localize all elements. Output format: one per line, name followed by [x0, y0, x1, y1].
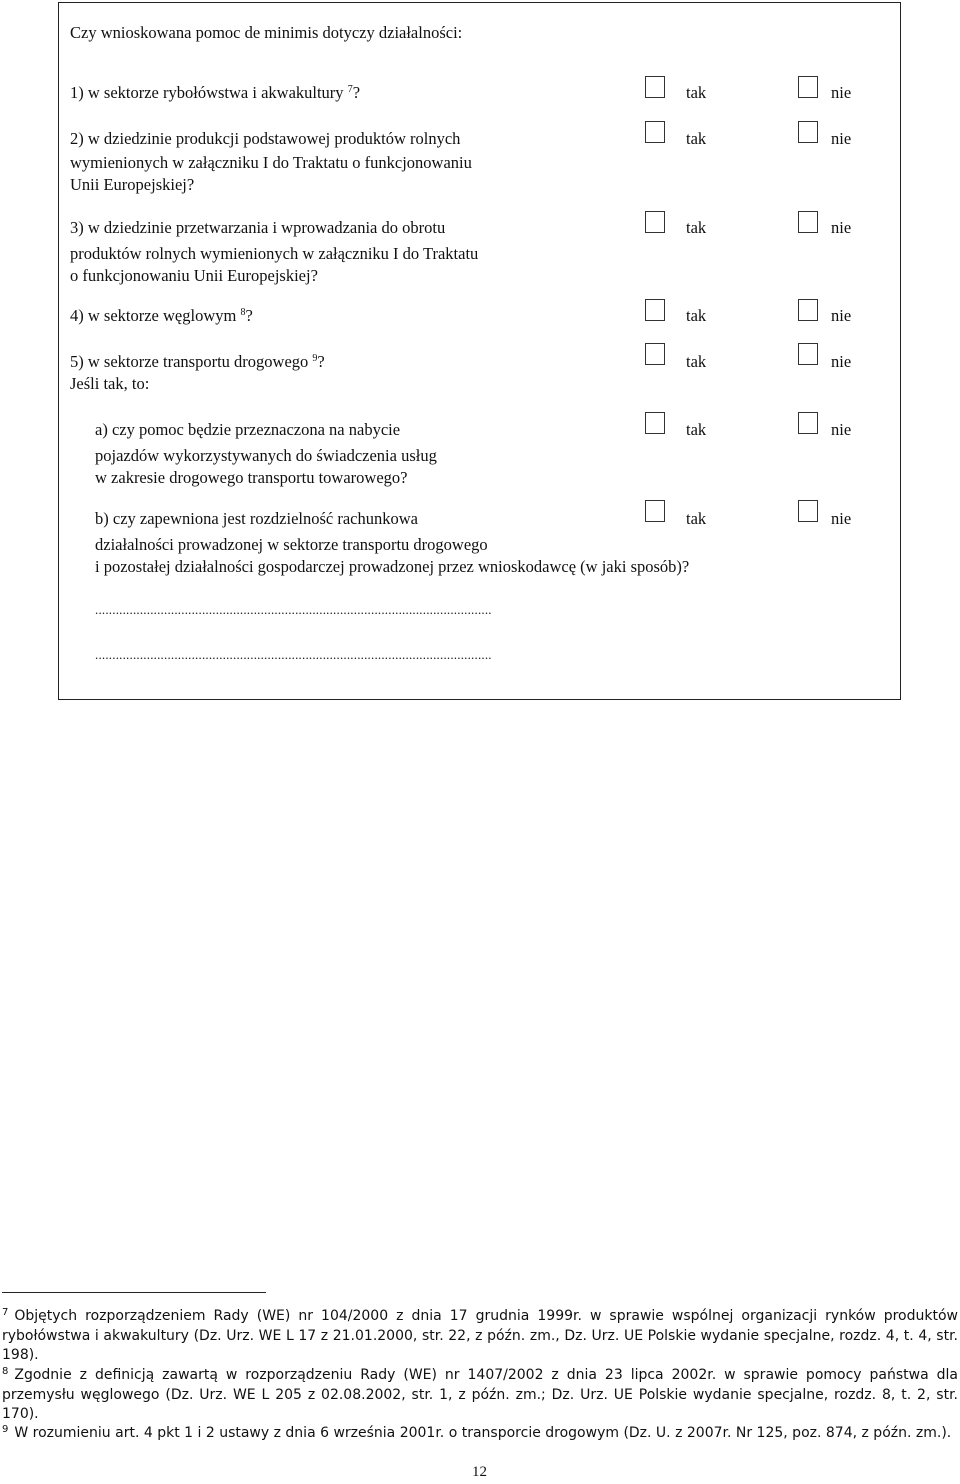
question-5: 5) w sektorze transportu drogowego $^9$? — [70, 352, 325, 371]
q1-no-label: nie — [831, 83, 852, 102]
question-2-line2: wymienionych w załączniku I do Traktatu o funkcjonowaniu — [70, 153, 472, 172]
question-5b-line3: i pozostałej działalności gospodarczej prowadzonej przez wnioskodawcę (w jaki sposób)? — [95, 557, 690, 576]
form-heading: Czy wnioskowana pomoc de minimis dotyczy działalności: — [70, 23, 463, 42]
question-5b-line1: b) czy zapewniona jest rozdzielność rachunkowa — [95, 509, 418, 528]
question-3-line2: produktów rolnych wymienionych w załączniku I do Traktatu — [70, 244, 479, 263]
footnote-ref-7: 7 — [347, 84, 353, 95]
q2-no-checkbox[interactable] — [798, 121, 818, 143]
q5-no-label: nie — [831, 352, 852, 371]
footnote-separator — [2, 1292, 266, 1293]
form-frame — [58, 2, 901, 700]
question-1: 1) w sektorze rybołówstwa i akwakultury $^7$? — [70, 83, 361, 102]
q5-yes-checkbox[interactable] — [645, 343, 665, 365]
answer-line-2[interactable]: ................................................................................................................... — [95, 647, 492, 662]
question-3-line3: o funkcjonowaniu Unii Europejskiej? — [70, 266, 318, 285]
footnote-9: $^9$ W rozumieniu art. 4 pkt 1 i 2 ustawy z dnia 6 września 2001r. o transporcie drogowym (Dz. U. z 2007r. Nr 125, poz. 874, z późn. zm.). — [2, 1424, 952, 1441]
question-2-line1: 2) w dziedzinie produkcji podstawowej produktów rolnych — [70, 129, 461, 148]
footnote-7: $^7$ Objętych rozporządzeniem Rady (WE) nr 104/2000 z dnia 17 grudnia 1999r. w sprawie wspólnej organizacji rynków produktów rybołówstwa i akwakultury (Dz. Urz. WE L 17 z 21.01.2000, str. 22, z późn. zm., Dz. Urz. UE Polskie wydanie specjalne, rozdz. 4, t. 4, str. 198). — [2, 1307, 958, 1363]
q5a-no-label: nie — [831, 420, 852, 439]
answer-line-1[interactable]: ................................................................................................................... — [95, 602, 492, 617]
q4-no-checkbox[interactable] — [798, 299, 818, 321]
q1-yes-checkbox[interactable] — [645, 76, 665, 98]
footnote-ref-8: 8 — [240, 307, 246, 318]
question-2-line3: Unii Europejskiej? — [70, 175, 195, 194]
q3-no-label: nie — [831, 218, 852, 237]
q2-no-label: nie — [831, 129, 852, 148]
question-5a-line1: a) czy pomoc będzie przeznaczona na nabycie — [95, 420, 401, 439]
footnote-8: $^8$ Zgodnie z definicją zawartą w rozporządzeniu Rady (WE) nr 1407/2002 z dnia 23 lipca 2002r. w sprawie pomocy państwa dla przemysłu węglowego (Dz. Urz. WE L 205 z 02.08.2002, str. 1, z późn. zm.; Dz. Urz. UE Polskie wydanie specjalne, rozdz. 8, t. 2, str. 170). — [2, 1366, 958, 1422]
q2-yes-label: tak — [686, 129, 707, 148]
q3-no-checkbox[interactable] — [798, 211, 818, 233]
question-4: 4) w sektorze węglowym $^8$? — [70, 306, 253, 325]
question-5a-line3: w zakresie drogowego transportu towarowego? — [95, 468, 408, 487]
q3-yes-label: tak — [686, 218, 707, 237]
question-3-line1: 3) w dziedzinie przetwarzania i wprowadzania do obrotu — [70, 218, 446, 237]
q5b-yes-checkbox[interactable] — [645, 500, 665, 522]
q4-no-label: nie — [831, 306, 852, 325]
q1-yes-label: tak — [686, 83, 707, 102]
q5-no-checkbox[interactable] — [798, 343, 818, 365]
q5b-yes-label: tak — [686, 509, 707, 528]
q3-yes-checkbox[interactable] — [645, 211, 665, 233]
q4-yes-checkbox[interactable] — [645, 299, 665, 321]
q2-yes-checkbox[interactable] — [645, 121, 665, 143]
question-5-followup: Jeśli tak, to: — [70, 374, 150, 393]
q4-yes-label: tak — [686, 306, 707, 325]
q5b-no-checkbox[interactable] — [798, 500, 818, 522]
question-5b-line2: działalności prowadzonej w sektorze transportu drogowego — [95, 535, 488, 554]
q5-yes-label: tak — [686, 352, 707, 371]
q5a-yes-label: tak — [686, 420, 707, 439]
footnote-ref-9: 9 — [312, 353, 318, 364]
q5b-no-label: nie — [831, 509, 852, 528]
q1-no-checkbox[interactable] — [798, 76, 818, 98]
q5a-no-checkbox[interactable] — [798, 412, 818, 434]
q5a-yes-checkbox[interactable] — [645, 412, 665, 434]
question-5a-line2: pojazdów wykorzystywanych do świadczenia usług — [95, 446, 437, 465]
page-number: 12 — [472, 1464, 487, 1480]
